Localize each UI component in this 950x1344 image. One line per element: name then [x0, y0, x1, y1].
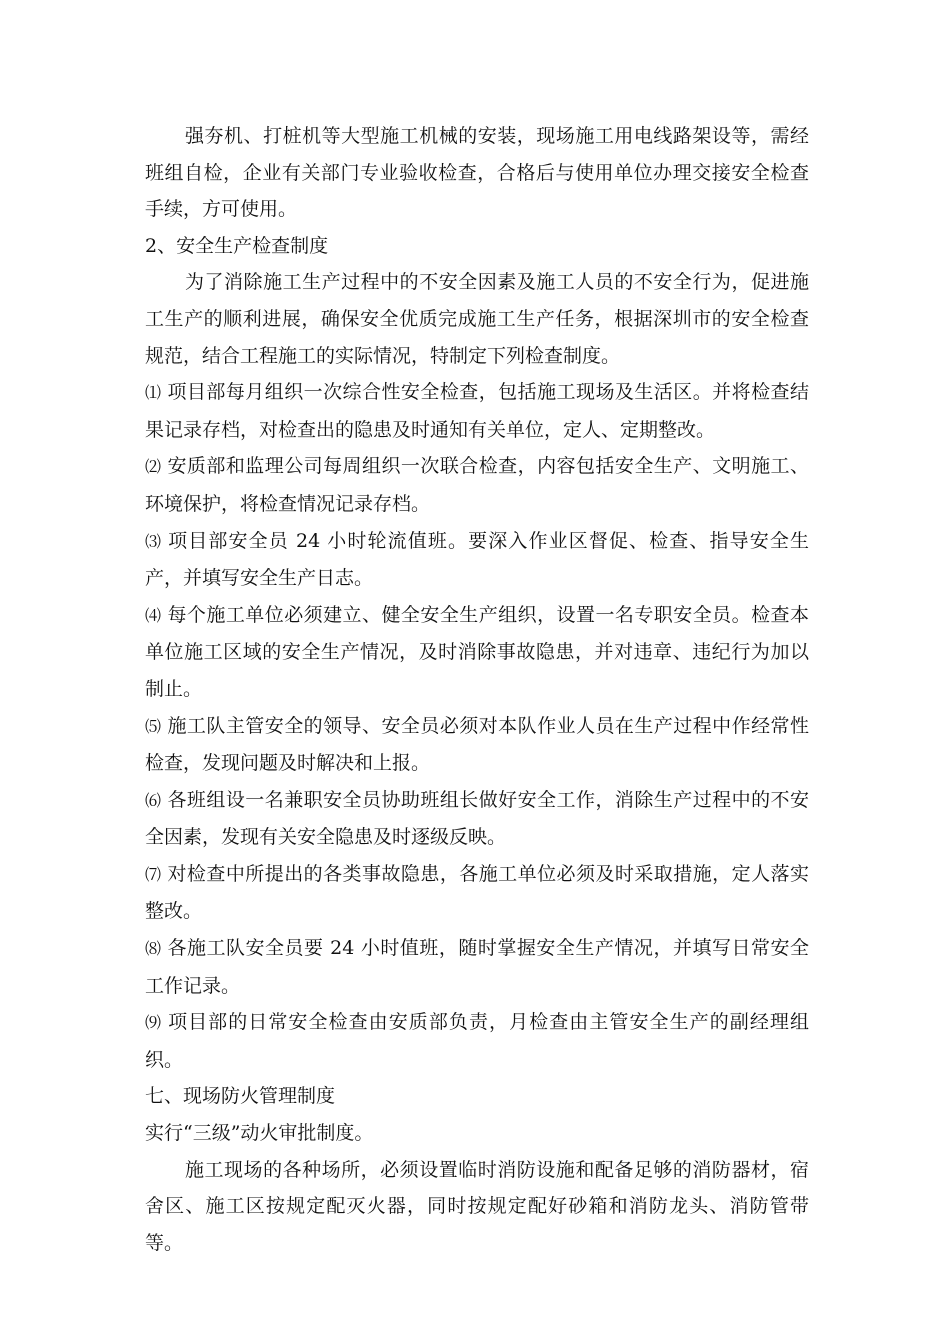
list-item — [145, 1004, 809, 1078]
list-item-text: 项目部的日常安全检查由安质部负责，月检查由主管安全生产的副经理组织。 — [145, 1011, 809, 1071]
section-heading-safety-inspection: 2、安全生产检查制度 — [145, 234, 329, 257]
list-item — [145, 856, 809, 930]
list-item — [145, 523, 809, 597]
list-item-text: 每个施工单位必须建立、健全安全生产组织，设置一名专职安全员。检查本单位施工区域的安全生产情况，及时消除事故隐患，并对违章、违纪行为加以制止。 — [145, 603, 809, 700]
paragraph-hot-work-approval: 实行“三级”动火审批制度。 — [145, 1122, 374, 1145]
list-item — [145, 448, 809, 522]
list-item-number: ⑸ — [145, 716, 162, 736]
list-item-number: ⑷ — [145, 605, 162, 625]
list-item-text: 各班组设一名兼职安全员协助班组长做好安全工作，消除生产过程中的不安全因素，发现有关安全隐患及时逐级反映。 — [145, 788, 809, 849]
section-heading-fire-prevention: 七、现场防火管理制度 — [145, 1085, 336, 1108]
paragraph-fire-equipment: 施工现场的各种场所，必须设置临时消防设施和配备足够的消防器材，宿舍区、施工区按规定配灭火器，同时按规定配好砂箱和消防龙头、消防管带等。 — [145, 1158, 809, 1254]
list-item-text: 对检查中所提出的各类事故隐患，各施工单位必须及时采取措施，定人落实整改。 — [145, 862, 809, 923]
list-item — [145, 930, 809, 1004]
list-item-text: 施工队主管安全的领导、安全员必须对本队作业人员在生产过程中作经常性检查，发现问题及时解决和上报。 — [145, 714, 809, 775]
list-item — [145, 374, 809, 448]
list-item-number: ⑹ — [145, 790, 162, 810]
paragraph-machinery-installation: 强夯机、打桩机等大型施工机械的安装，现场施工用电线路架设等，需经班组自检，企业有关部门专业验收检查，合格后与使用单位办理交接安全检查手续，方可使用。 — [145, 125, 809, 221]
list-item-number: ⑵ — [145, 457, 162, 477]
document-body — [145, 118, 809, 1261]
list-item-text: 各施工队安全员要 24 小时值班，随时掌握安全生产情况，并填写日常安全工作记录。 — [145, 937, 809, 997]
list-item-number: ⑶ — [145, 531, 163, 551]
list-item-number: ⑺ — [145, 864, 162, 884]
paragraph-inspection-intro: 为了消除施工生产过程中的不安全因素及施工人员的不安全行为，促进施工生产的顺利进展，确保安全优质完成施工生产任务，根据深圳市的安全检查规范，结合工程施工的实际情况，特制定下列检查制度。 — [145, 271, 809, 367]
list-item-number: ⑴ — [145, 383, 162, 403]
list-item-text: 安质部和监理公司每周组织一次联合检查，内容包括安全生产、文明施工、环境保护，将检查情况记录存档。 — [145, 455, 809, 515]
list-item — [145, 782, 809, 856]
list-item-number: ⑻ — [145, 939, 162, 959]
list-item-text: 项目部安全员 24 小时轮流值班。要深入作业区督促、检查、指导安全生产，并填写安全生产日志。 — [145, 529, 809, 590]
list-item — [145, 597, 809, 708]
list-item — [145, 708, 809, 782]
list-item-number: ⑼ — [145, 1013, 163, 1033]
list-item-text: 项目部每月组织一次综合性安全检查，包括施工现场及生活区。并将检查结果记录存档，对检查出的隐患及时通知有关单位，定人、定期整改。 — [145, 381, 809, 441]
